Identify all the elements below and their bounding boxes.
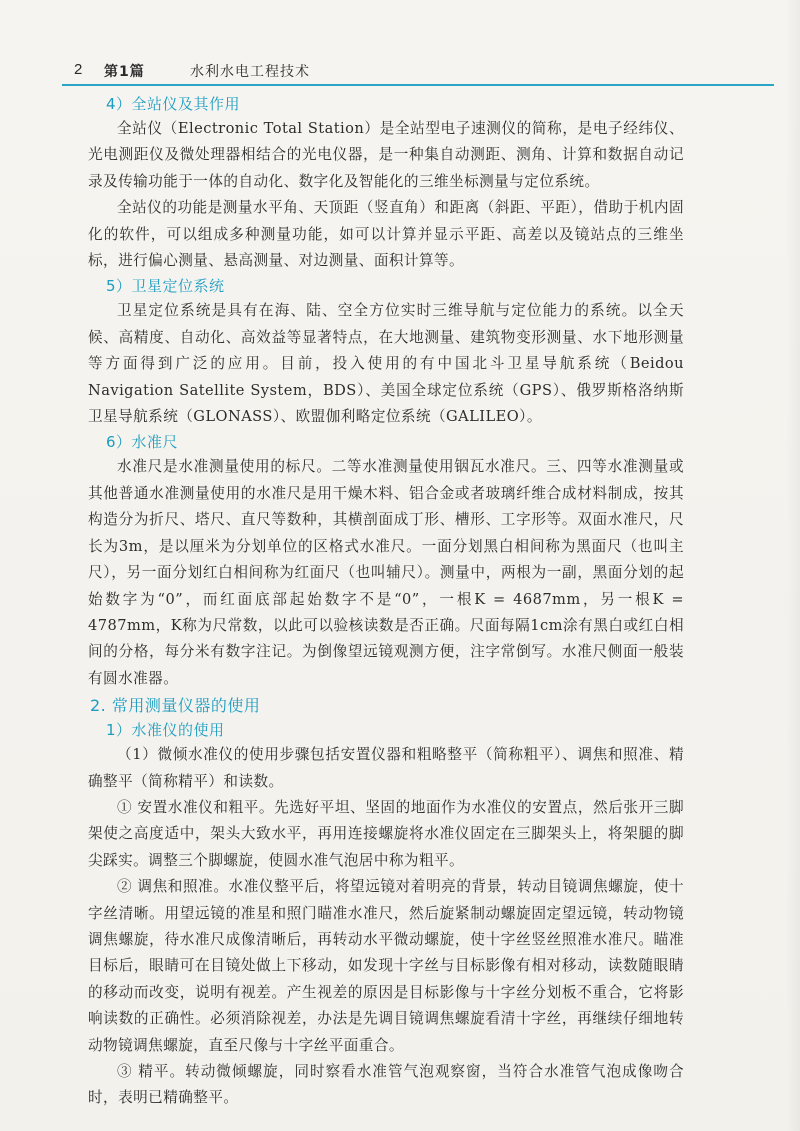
heading-total-station: 4）全站仪及其作用 [106, 95, 241, 113]
usage-para-3: ② 调焦和照准。水准仪整平后，将望远镜对着明亮的背景，转动目镜调焦螺旋，使十字丝清晰。用望远镜的准星和照门瞄准水准尺，然后旋紧制动螺旋固定望远镜，转动物镜调焦螺旋，待水准尺成像清晰后，再转动水平微动螺旋，使十字丝竖丝照准水准尺。瞄准目标后，眼睛可在目镜处做上下移动，如发现十字丝与目标影像有相对移动，读数随眼睛的移动而改变，说明有视差。产生视差的原因是目标影像与十字丝分划板不重合，它将影响读数的正确性。必须消除视差，办法是先调目镜调焦螺旋看清十字丝，再继续仔细地转动物镜调焦螺旋，直至尺像与十字丝平面重合。 [88, 878, 684, 1054]
page-edge-shadow [786, 0, 800, 1131]
part-title: 水利水电工程技术 [190, 64, 310, 80]
total-station-para-1: 全站仪（Electronic Total Station）是全站型电子速测仪的简称，是电子经纬仪、光电测距仪及微处理器相结合的光电仪器，是一种集自动测距、测角、计算和数据自动记录及传输功能于一体的自动化、数字化及智能化的三维坐标测量与定位系统。 [88, 120, 684, 190]
usage-para-2: ① 安置水准仪和粗平。先选好平坦、坚固的地面作为水准仪的安置点，然后张开三脚架使之高度适中，架头大致水平，再用连接螺旋将水准仪固定在三脚架头上，将架腿的脚尖踩实。调整三个脚螺旋，使圆水准气泡居中称为粗平。 [88, 798, 684, 869]
page-body [88, 92, 684, 1112]
total-station-para-2: 全站仪的功能是测量水平角、天顶距（竖直角）和距离（斜距、平距），借助于机内固化的软件，可以组成多种测量功能，如可以计算并显示平距、高差以及镜站点的三维坐标，进行偏心测量、悬高测量、对边测量、面积计算等。 [88, 199, 684, 270]
running-header [74, 58, 772, 84]
heading-satellite: 5）卫星定位系统 [106, 277, 225, 296]
heading-level-usage: 1）水准仪的使用 [106, 721, 225, 740]
usage-para-4: ③ 精平。转动微倾螺旋，同时察看水准管气泡观察窗，当符合水准管气泡成像吻合时，表明已精确整平。 [88, 1063, 684, 1107]
satellite-para-1: 卫星定位系统是具有在海、陆、空全方位实时三维导航与定位能力的系统。以全天候、高精度、自动化、高效益等显著特点，在大地测量、建筑物变形测量、水下地形测量等方面得到广泛的应用。目前，投入使用的有中国北斗卫星导航系统（Beidou Navigation Satellite System，BDS）、美国全球定位系统（GPS）、俄罗斯格洛纳斯卫星导航系统（GLONASS）、欧盟伽利略定位系统（GALILEO）。 [88, 302, 684, 426]
usage-para-1: （1）微倾水准仪的使用步骤包括安置仪器和粗略整平（简称粗平）、调焦和照准、精确整平（简称精平）和读数。 [88, 746, 684, 790]
heading-instrument-usage: 2. 常用测量仪器的使用 [90, 696, 261, 716]
leveling-rod-para-1: 水准尺是水准测量使用的标尺。二等水准测量使用铟瓦水准尺。三、四等水准测量或其他普通水准测量使用的水准尺是用干燥木料、铝合金或者玻璃纤维合成材料制成，按其构造分为折尺、塔尺、直尺等数种，其横剖面成丁形、槽形、工字形等。双面水准尺，尺长为3m，是以厘米为分划单位的区格式水准尺。一面分划黑白相间称为黑面尺（也叫主尺），另一面分划红白相间称为红面尺（也叫辅尺）。测量中，两根为一副，黑面分划的起始数字为“0”，而红面底部起始数字不是“0”，一根K = 4687mm，另一根K = 4787mm，K称为尺常数，以此可以验核读数是否正确。尺面每隔1cm涂有黑白或红白相间的分格，每分米有数字注记。为倒像望远镜观测方便，注字常倒写。水准尺侧面一般装有圆水准器。 [88, 458, 684, 687]
heading-leveling-rod: 6）水准尺 [106, 433, 179, 452]
part-label: 第1篇 [104, 64, 145, 80]
page-number: 2 [74, 61, 83, 78]
header-rule [62, 84, 774, 86]
